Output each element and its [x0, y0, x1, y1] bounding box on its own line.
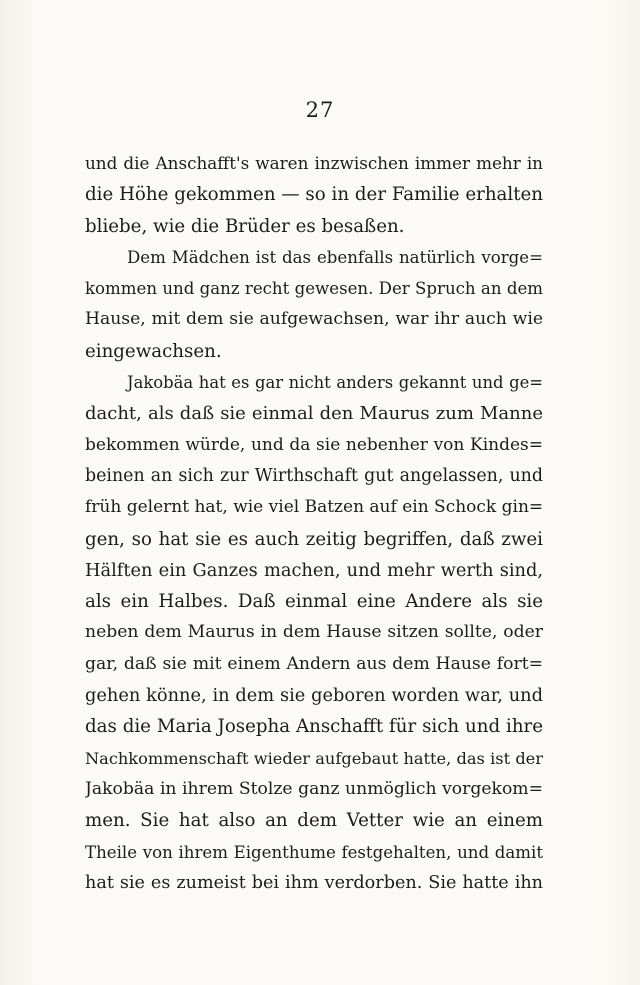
text-line: Jakobäa hat es gar nicht anders gekannt und ge=: [127, 373, 543, 393]
text-line: früh gelernt hat, wie viel Batzen auf ein Schock gin=: [85, 497, 543, 518]
text-line: als ein Halbes. Daß einmal eine Andere als sie: [85, 591, 543, 613]
body-text: [85, 148, 543, 899]
text-line: neben dem Maurus in dem Hause sitzen sollte, oder: [85, 622, 543, 643]
text-line: gehen könne, in dem sie geboren worden war, und: [85, 685, 543, 707]
text-line: Hälften ein Ganzes machen, und mehr werth sind,: [85, 559, 543, 581]
text-line: gen, so hat sie es auch zeitig begriffen, daß zwei: [85, 528, 543, 550]
text-line: Jakobäa in ihrem Stolze ganz unmöglich vorgekom=: [85, 778, 543, 799]
text-line: Nachkommenschaft wieder aufgebaut hatte, das ist der: [85, 748, 543, 768]
text-line: bekommen würde, und da sie nebenher von Kindes=: [85, 434, 543, 455]
text-line: hat sie es zumeist bei ihm verdorben. Sie hatte ihn: [85, 872, 543, 893]
text-line: gar, daß sie mit einem Andern aus dem Hause fort=: [85, 653, 543, 674]
text-line: eingewachsen.: [85, 340, 222, 362]
text-line: bliebe, wie die Brüder es besaßen.: [85, 215, 405, 237]
text-line: kommen und ganz recht gewesen. Der Spruch an dem: [85, 279, 543, 299]
text-line: und die Anschafft's waren inzwischen immer mehr in: [85, 153, 543, 173]
text-line: das die Maria Josepha Anschafft für sich und ihre: [85, 716, 543, 738]
text-line: die Höhe gekommen — so in der Familie erhalten: [85, 184, 543, 206]
text-line: Dem Mädchen ist das ebenfalls natürlich vorge=: [127, 247, 543, 267]
text-line: beinen an sich zur Wirthschaft gut angelassen, und: [85, 465, 543, 486]
text-line: dacht, als daß sie einmal den Maurus zum Manne: [85, 403, 543, 425]
page-number: 27: [305, 98, 335, 122]
text-line: men. Sie hat also an dem Vetter wie an einem: [85, 810, 543, 832]
text-line: Theile von ihrem Eigenthume festgehalten, und damit: [85, 842, 543, 862]
text-line: Hause, mit dem sie aufgewachsen, war ihr auch wie: [85, 309, 543, 330]
